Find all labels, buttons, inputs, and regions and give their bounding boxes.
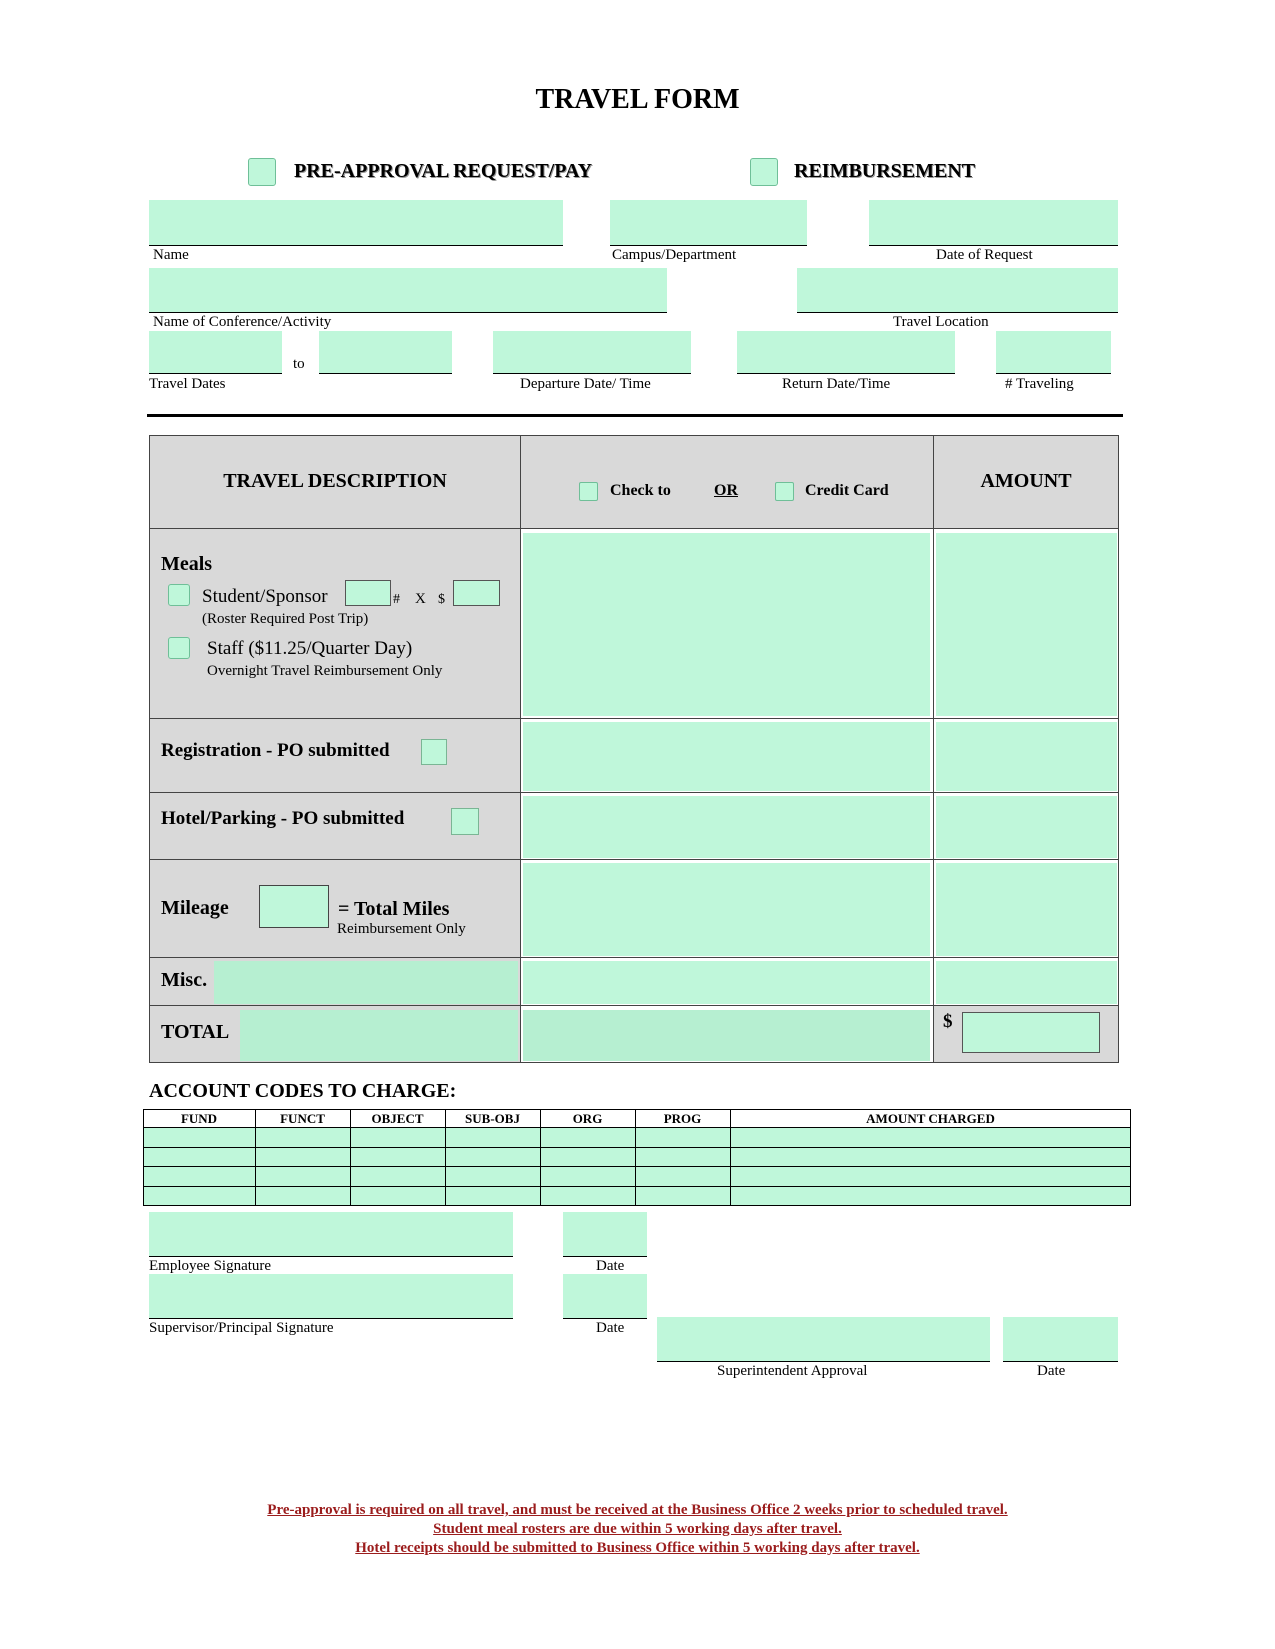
notice-preapproval: Pre-approval is required on all travel, and must be received at the Business Office 2 weeks prior to scheduled travel. (267, 1502, 1008, 1518)
supervisor-signature-label: Supervisor/Principal Signature (149, 1320, 334, 1336)
mileage-method-cell[interactable] (523, 863, 930, 956)
staff-label: Staff ($11.25/Quarter Day) (207, 638, 413, 659)
ac-row-divider (143, 1186, 1131, 1187)
overnight-note: Overnight Travel Reimbursement Only (207, 663, 443, 679)
check-to-checkbox[interactable] (579, 482, 598, 501)
hotel-amount-cell[interactable] (936, 796, 1117, 858)
employee-date-field[interactable] (563, 1212, 647, 1257)
table-col-divider-2 (933, 435, 934, 1063)
section-divider (147, 414, 1123, 417)
ac-header-divider (143, 1127, 1131, 1128)
supervisor-signature-field[interactable] (149, 1274, 513, 1319)
ac-col-fund: FUND (180, 1111, 218, 1126)
notice-hotel-receipts: Hotel receipts should be submitted to Business Office within 5 working days after travel. (355, 1540, 920, 1556)
dollar-label: $ (438, 592, 445, 607)
meal-rate-field[interactable] (453, 580, 500, 606)
student-sponsor-label: Student/Sponsor (202, 586, 328, 607)
amount-header: AMOUNT (980, 470, 1072, 492)
registration-po-checkbox[interactable] (421, 739, 447, 765)
total-method-cell[interactable] (523, 1010, 930, 1061)
credit-card-checkbox[interactable] (775, 482, 794, 501)
travel-location-label: Travel Location (893, 314, 989, 330)
conference-field[interactable] (149, 268, 667, 313)
travel-date-to-field[interactable] (319, 331, 452, 374)
reimbursement-label: REIMBURSEMENT (794, 160, 976, 182)
misc-label: Misc. (161, 969, 208, 991)
or-label: OR (714, 482, 738, 499)
form-title: TRAVEL FORM (535, 84, 740, 115)
departure-label: Departure Date/ Time (520, 376, 651, 392)
employee-date-label: Date (596, 1258, 625, 1274)
hash-label: # (393, 592, 400, 607)
meals-method-cell[interactable] (523, 533, 930, 716)
superintendent-date-field[interactable] (1003, 1317, 1118, 1362)
hotel-po-checkbox[interactable] (451, 808, 479, 835)
superintendent-date-label: Date (1037, 1363, 1066, 1379)
supervisor-date-field[interactable] (563, 1274, 647, 1319)
superintendent-approval-field[interactable] (657, 1317, 990, 1362)
travel-description-header: TRAVEL DESCRIPTION (223, 470, 447, 492)
credit-card-label: Credit Card (805, 482, 889, 499)
table-row-divider (149, 957, 1119, 958)
total-dollar-label: $ (943, 1011, 953, 1032)
total-desc-field[interactable] (240, 1010, 518, 1061)
hotel-label: Hotel/Parking - PO submitted (161, 808, 405, 829)
return-label: Return Date/Time (782, 376, 891, 392)
check-to-label: Check to (610, 482, 671, 499)
student-sponsor-checkbox[interactable] (168, 584, 190, 606)
campus-label: Campus/Department (612, 247, 737, 263)
total-miles-label: = Total Miles (338, 898, 450, 920)
employee-signature-label: Employee Signature (149, 1258, 272, 1274)
total-label: TOTAL (161, 1021, 230, 1043)
ac-row-divider (143, 1147, 1131, 1148)
return-field[interactable] (737, 331, 955, 374)
table-row-divider (149, 792, 1119, 793)
meals-label: Meals (161, 553, 213, 575)
ac-col-sub-obj: SUB-OBJ (465, 1111, 520, 1126)
traveling-label: # Traveling (1005, 376, 1074, 392)
registration-label: Registration - PO submitted (161, 740, 390, 761)
hotel-method-cell[interactable] (523, 796, 930, 858)
account-codes-heading: ACCOUNT CODES TO CHARGE: (149, 1080, 457, 1102)
mileage-label: Mileage (161, 897, 229, 919)
table-row-divider (149, 528, 1119, 529)
ac-col-funct: FUNCT (280, 1111, 325, 1126)
reimbursement-only-label: Reimbursement Only (337, 921, 466, 937)
mileage-amount-cell[interactable] (936, 863, 1117, 956)
travel-dates-label: Travel Dates (149, 376, 226, 392)
campus-field[interactable] (610, 200, 807, 246)
travel-location-field[interactable] (797, 268, 1118, 313)
date-of-request-label: Date of Request (936, 247, 1033, 263)
ac-col-object: OBJECT (371, 1111, 424, 1126)
ac-row-divider (143, 1166, 1131, 1167)
reimbursement-checkbox[interactable] (750, 158, 778, 186)
supervisor-date-label: Date (596, 1320, 625, 1336)
date-of-request-field[interactable] (869, 200, 1118, 246)
times-label: X (415, 591, 426, 607)
registration-method-cell[interactable] (523, 722, 930, 791)
registration-amount-cell[interactable] (936, 722, 1117, 791)
mileage-input[interactable] (259, 885, 329, 928)
misc-desc-field[interactable] (214, 961, 518, 1004)
ac-col-amount-charged: AMOUNT CHARGED (866, 1111, 995, 1126)
preapproval-label: PRE-APPROVAL REQUEST/PAY (294, 160, 593, 182)
to-label: to (293, 356, 305, 372)
roster-note: (Roster Required Post Trip) (202, 611, 369, 627)
misc-method-cell[interactable] (523, 961, 930, 1004)
misc-amount-cell[interactable] (936, 961, 1117, 1004)
preapproval-checkbox[interactable] (248, 158, 276, 186)
notice-meal-rosters: Student meal rosters are due within 5 working days after travel. (433, 1521, 842, 1537)
departure-field[interactable] (493, 331, 691, 374)
superintendent-approval-label: Superintendent Approval (717, 1363, 868, 1379)
meals-amount-cell[interactable] (936, 533, 1117, 716)
student-count-field[interactable] (345, 580, 391, 606)
table-row-divider (149, 1005, 1119, 1006)
conference-label: Name of Conference/Activity (153, 314, 332, 330)
table-row-divider (149, 859, 1119, 860)
table-col-divider-1 (520, 435, 521, 1063)
ac-col-org: ORG (572, 1111, 603, 1126)
employee-signature-field[interactable] (149, 1212, 513, 1257)
traveling-field[interactable] (996, 331, 1111, 374)
total-amount-field[interactable] (962, 1012, 1100, 1053)
travel-date-from-field[interactable] (149, 331, 282, 374)
table-row-divider (149, 718, 1119, 719)
name-label: Name (153, 247, 189, 263)
staff-checkbox[interactable] (168, 637, 190, 659)
name-field[interactable] (149, 200, 563, 246)
ac-col-prog: PROG (663, 1111, 702, 1126)
